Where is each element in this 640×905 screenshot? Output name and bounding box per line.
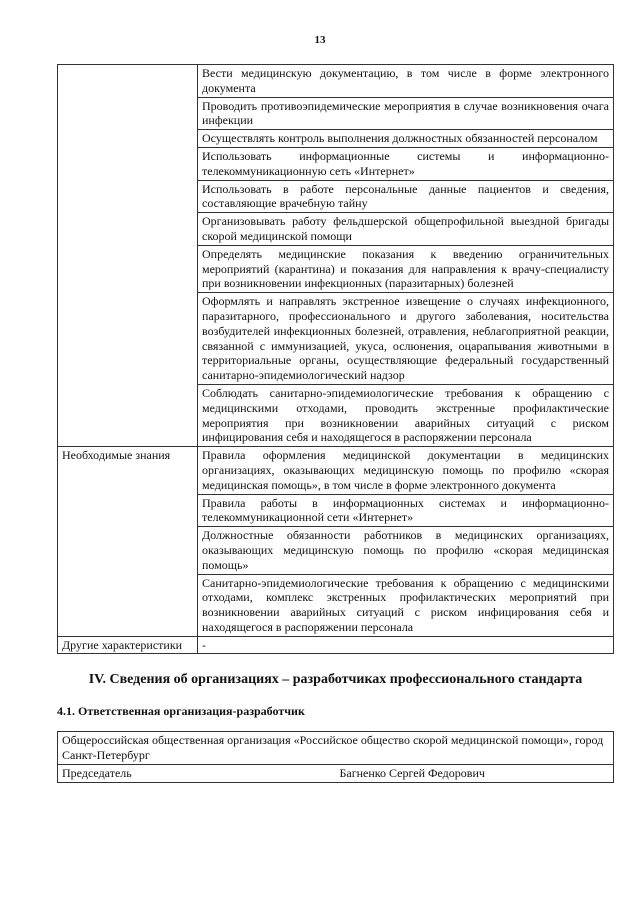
skill-item: Организовывать работу фельдшерской общепрофильной выездной бригады скорой медицинской помощи — [198, 213, 614, 246]
skill-item: Определять медицинские показания к введению ограничительных мероприятий (карантина) и показания для направления к врачу-специалисту при возникновении инфекционных (паразитарных) болезней — [198, 245, 614, 292]
skill-item: Проводить противоэпидемические мероприятия в случае возникновения очага инфекции — [198, 97, 614, 130]
other-label: Другие характеристики — [58, 636, 198, 654]
category-cell-empty — [58, 65, 198, 447]
table-row — [58, 765, 614, 783]
knowledge-item: Правила работы в информационных системах и информационно-телекоммуникационной сети «Интернет» — [198, 494, 614, 527]
organization-table — [57, 731, 614, 782]
skill-item: Использовать в работе персональные данные пациентов и сведения, составляющие врачебную тайну — [198, 180, 614, 213]
organization-name: Общероссийская общественная организация «Российское общество скорой медицинской помощи», город Санкт-Петербург — [58, 732, 614, 765]
section-subtitle: 4.1. Ответственная организация-разработчик — [57, 704, 305, 719]
page-number: 13 — [314, 34, 326, 46]
skill-item: Вести медицинскую документацию, в том числе в форме электронного документа — [198, 65, 614, 98]
knowledge-item: Правила оформления медицинской документации в медицинских организациях, оказывающих медицинскую помощь по профилю «скорая медицинская помощь», в том числе в форме электронного документа — [198, 447, 614, 494]
competency-table — [57, 64, 614, 654]
skill-item: Соблюдать санитарно-эпидемиологические требования к обращению с медицинскими отходами, проводить экстренные профилактические мероприятия при возникновении аварийных ситуаций с риском инфицирования себя и находящегося в распоряжении персонала — [198, 384, 614, 446]
page-content — [57, 64, 614, 783]
knowledge-item: Санитарно-эпидемиологические требования к обращению с медицинскими отходами, комплекс экстренных профилактических мероприятий при возникновении аварийных ситуаций с риском инфицирования себя и находящегося в распоряжении персонала — [198, 574, 614, 636]
table-row — [58, 447, 614, 494]
chairman-name: Багненко Сергей Федорович — [336, 765, 614, 783]
section-title: IV. Сведения об организациях – разработчиках профессионального стандарта — [88, 672, 583, 688]
knowledge-label: Необходимые знания — [58, 447, 198, 637]
skill-item: Использовать информационные системы и информационно-телекоммуникационную сеть «Интернет» — [198, 147, 614, 180]
skill-item: Осуществлять контроль выполнения должностных обязанностей персоналом — [198, 130, 614, 148]
chairman-role: Председатель — [58, 765, 336, 783]
table-row — [58, 732, 614, 765]
knowledge-item: Должностные обязанности работников в медицинских организациях, оказывающих медицинскую помощь по профилю «скорая медицинская помощь» — [198, 527, 614, 574]
skill-item: Оформлять и направлять экстренное извещение о случаях инфекционного, паразитарного, профессионального и другого заболевания, носительства возбудителей инфекционных болезней, отравления, неблагоприятной реакции, связанной с иммунизацией, укуса, ослюнения, оцарапывания животными в территориальные органы, осуществляющие федеральный государственный санитарно-эпидемиологический надзор — [198, 293, 614, 385]
table-row — [58, 65, 614, 98]
table-row — [58, 636, 614, 654]
other-value: - — [198, 636, 614, 654]
